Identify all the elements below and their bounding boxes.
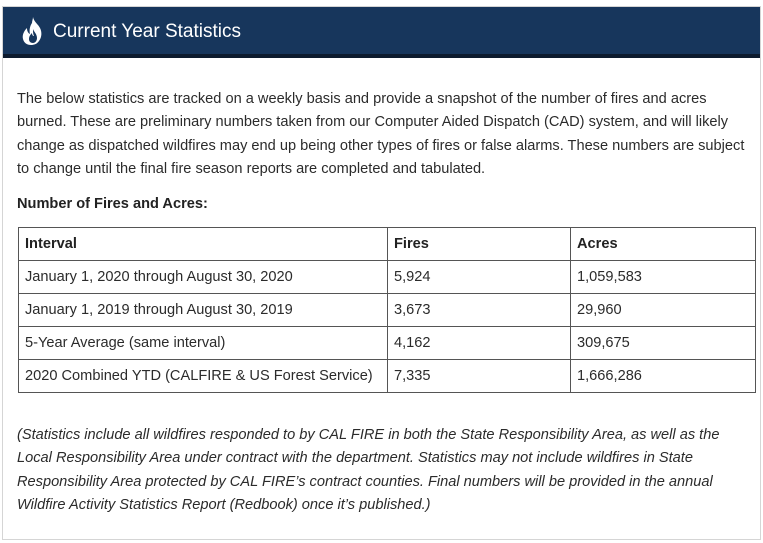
cell-acres: 1,666,286 (571, 360, 756, 393)
table-row (19, 261, 756, 294)
cell-acres: 1,059,583 (571, 261, 756, 294)
cell-acres: 29,960 (571, 294, 756, 327)
cell-interval: January 1, 2020 through August 30, 2020 (19, 261, 388, 294)
cell-interval: 2020 Combined YTD (CALFIRE & US Forest Service) (19, 360, 388, 393)
cell-acres: 309,675 (571, 327, 756, 360)
table-row (19, 327, 756, 360)
intro-paragraph: The below statistics are tracked on a weekly basis and provide a snapshot of the number of fires and acres burned. These are preliminary numbers taken from our Computer Aided Dispatch (CAD) system, and will likely change as dispatched wildfires may end up being other types of fires or false alarms. These numbers are subject to change until the final fire season reports are completed and tabulated. (17, 91, 745, 177)
column-header-acres: Acres (571, 228, 756, 261)
cell-interval: January 1, 2019 through August 30, 2019 (19, 294, 388, 327)
statistics-panel (2, 6, 761, 540)
cell-interval: 5-Year Average (same interval) (19, 327, 388, 360)
cell-fires: 3,673 (388, 294, 571, 327)
column-header-interval: Interval (19, 228, 388, 261)
panel-header (3, 7, 760, 58)
column-header-fires: Fires (388, 228, 571, 261)
table-row (19, 360, 756, 393)
statistics-table (18, 227, 756, 393)
cell-fires: 5,924 (388, 261, 571, 294)
statistics-note: (Statistics include all wildfires responded to by CAL FIRE in both the State Responsibility Area, as well as the Local Responsibility Area under contract with the department. Statistics may not include wildfires in State Responsibility Area protected by CAL FIRE’s contract counties. Final numbers will be provided in the annual Wildfire Activity Statistics Report (Redbook) once it’s published.) (17, 427, 720, 513)
table-row (19, 294, 756, 327)
section-heading: Number of Fires and Acres: (17, 196, 208, 212)
cell-fires: 4,162 (388, 327, 571, 360)
flame-icon (19, 16, 47, 46)
table-header-row (19, 228, 756, 261)
panel-title: Current Year Statistics (53, 21, 241, 42)
cell-fires: 7,335 (388, 360, 571, 393)
